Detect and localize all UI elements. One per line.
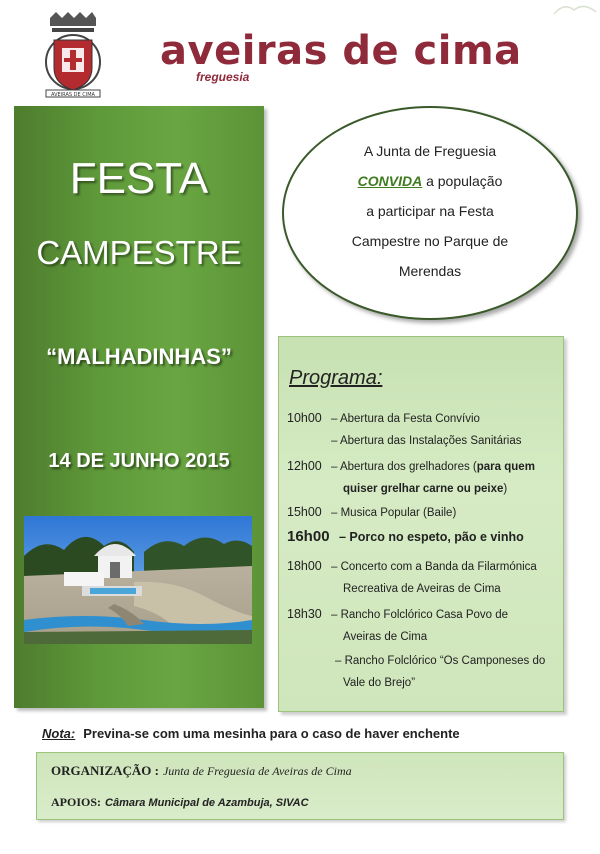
- schedule-row: [343, 631, 427, 643]
- schedule-time: 10h00: [287, 411, 322, 425]
- schedule-text-strong: quiser grelhar carne ou peixe: [343, 483, 504, 495]
- invitation-line: a participar na Festa: [366, 203, 494, 219]
- schedule-row: [287, 528, 524, 545]
- schedule-text: Recreativa de Aveiras de Cima: [343, 583, 501, 595]
- invitation-oval: [282, 106, 578, 320]
- schedule-row: [331, 435, 522, 447]
- schedule-row: [287, 607, 508, 621]
- schedule-time: 18h00: [287, 559, 322, 573]
- organization-box: [36, 752, 564, 820]
- schedule-time: 15h00: [287, 505, 322, 519]
- schedule-text: Aveiras de Cima: [343, 631, 428, 643]
- support-value: Câmara Municipal de Azambuja, SIVAC: [105, 797, 309, 809]
- schedule-row: [343, 583, 501, 595]
- schedule-row: [287, 459, 535, 473]
- note-line: [42, 726, 460, 741]
- invitation-line: Campestre no Parque de: [351, 233, 509, 249]
- event-poster-panel: [14, 106, 264, 708]
- schedule-text: – Abertura dos grelhadores (: [331, 461, 477, 473]
- schedule-row: [343, 677, 415, 689]
- schedule-text: – Porco no espeto, pão e vinho: [339, 530, 524, 544]
- programa-title: Programa:: [289, 367, 383, 389]
- schedule-time: 18h30: [287, 607, 322, 621]
- invitation-line: [284, 166, 576, 196]
- schedule-time: 12h00: [287, 459, 322, 473]
- note-text: Previna-se com uma mesinha para o caso de haver enchente: [83, 726, 460, 741]
- schedule-text: Vale do Brejo”: [343, 677, 416, 689]
- event-title: FESTA: [69, 154, 209, 203]
- invitation-text: [284, 136, 576, 286]
- programa-box: [278, 336, 564, 712]
- schedule-text: – Abertura das Instalações Sanitárias: [331, 435, 522, 447]
- invitation-line: Merendas: [398, 263, 462, 279]
- schedule-text: – Abertura da Festa Convívio: [331, 413, 480, 425]
- organization-label: ORGANIZAÇÃO :: [51, 763, 159, 778]
- schedule-text: – Rancho Folclórico Casa Povo de: [331, 609, 509, 621]
- schedule-text: ): [503, 483, 508, 495]
- schedule-row: [287, 505, 456, 519]
- park-photo: [24, 516, 252, 644]
- note-label: Nota:: [42, 726, 76, 741]
- invitation-line: A Junta de Freguesia: [363, 143, 497, 159]
- support-line: [51, 795, 309, 810]
- convida-word: CONVIDA: [357, 173, 423, 189]
- svg-text:AVEIRAS DE CIMA: AVEIRAS DE CIMA: [51, 92, 95, 98]
- leaf-decoration-icon: [550, 0, 600, 18]
- schedule-text-strong: para quem: [476, 461, 535, 473]
- schedule-row: [335, 655, 545, 667]
- schedule-text: – Rancho Folclórico “Os Camponeses do: [335, 655, 546, 667]
- brand-subtitle: freguesia: [196, 70, 250, 84]
- schedule-row: [287, 411, 480, 425]
- event-date: 14 DE JUNHO 2015: [48, 450, 230, 472]
- support-label: APOIOS:: [51, 795, 102, 809]
- schedule-row: [343, 483, 507, 495]
- event-place: “MALHADINHAS”: [46, 344, 232, 369]
- schedule-row: [287, 559, 537, 573]
- event-subtitle: CAMPESTRE: [36, 234, 242, 271]
- municipal-crest-icon: [40, 12, 106, 98]
- organization-line: [51, 763, 352, 779]
- organization-value: Junta de Freguesia de Aveiras de Cima: [162, 764, 352, 778]
- schedule-text: – Musica Popular (Baile): [331, 507, 457, 519]
- brand-title: aveiras de cima: [160, 28, 522, 74]
- invitation-line-rest: a população: [422, 173, 503, 189]
- schedule-text: – Concerto com a Banda da Filarmónica: [331, 561, 537, 573]
- schedule-time: 16h00: [287, 528, 330, 545]
